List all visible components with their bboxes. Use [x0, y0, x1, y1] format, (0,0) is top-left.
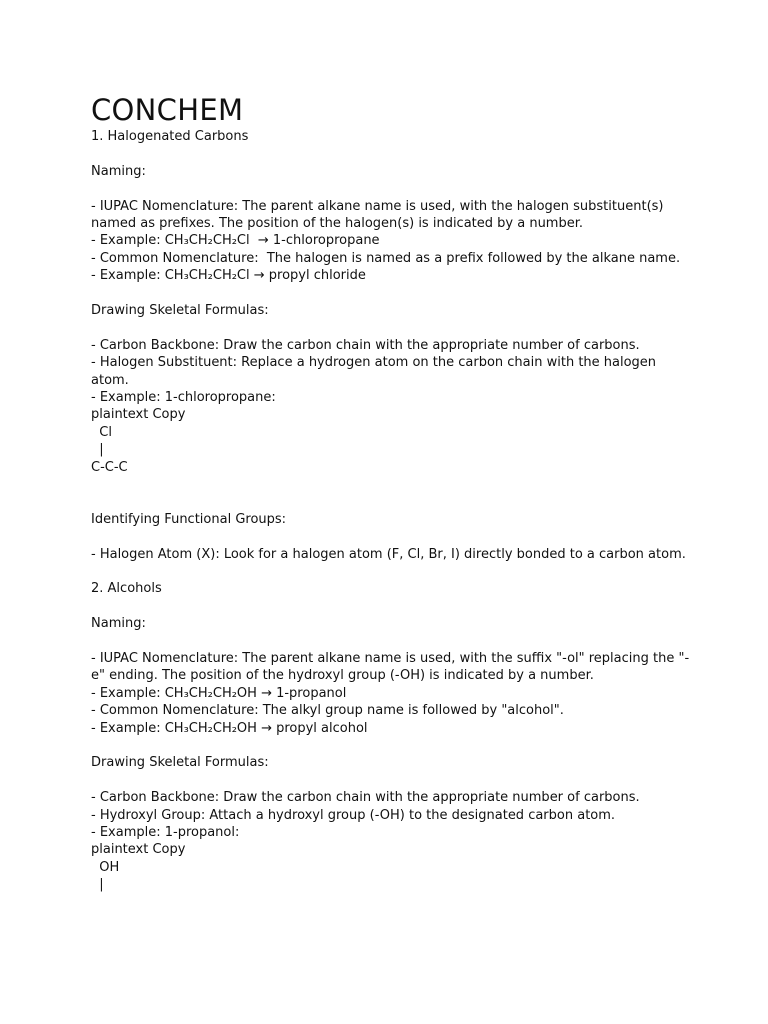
paragraph-line: - Carbon Backbone: Draw the carbon chain with the appropriate number of carbons. [91, 337, 640, 353]
blank-line [91, 563, 691, 580]
paragraph-line: - Example: CH₃CH₂CH₂OH → 1-propanol [91, 685, 347, 701]
subsection-label: Naming: [91, 163, 146, 179]
paragraph-line: - Common Nomenclature: The alkyl group name is followed by "alcohol". [91, 703, 564, 719]
blank-line [91, 737, 691, 754]
code-line: | [91, 442, 104, 458]
blank-line [91, 598, 691, 615]
blank-line [91, 180, 691, 197]
section-heading: 1. Halogenated Carbons [91, 129, 249, 144]
blank-line [91, 772, 691, 789]
blank-line [91, 633, 691, 650]
paragraph-line: - Example: CH₃CH₂CH₂Cl → 1-chloropropane [91, 233, 380, 249]
paragraph-line: - Example: 1-chloropropane: [91, 390, 276, 406]
document-title: CONCHEM [91, 93, 244, 127]
code-label: plaintext Copy [91, 842, 186, 858]
paragraph-line: - Example: 1-propanol: [91, 825, 240, 841]
paragraph-line: - Halogen Atom (X): Look for a halogen atom (F, Cl, Br, I) directly bonded to a carbon atom. [91, 546, 686, 562]
paragraph-line: - IUPAC Nomenclature: The parent alkane name is used, with the suffix "-ol" replacing the "-e" ending. The position of the hydroxyl group (-OH) is indicated by a number. [91, 651, 690, 684]
code-line: | [91, 877, 104, 893]
blank-line [91, 476, 691, 493]
subsection-label: Drawing Skeletal Formulas: [91, 303, 269, 319]
paragraph-line: - IUPAC Nomenclature: The parent alkane name is used, with the halogen substituent(s) named as prefixes. The position of the halogen(s) is indicated by a number. [91, 198, 668, 231]
paragraph-line: - Hydroxyl Group: Attach a hydroxyl group (-OH) to the designated carbon atom. [91, 807, 616, 823]
document-content [91, 92, 691, 894]
paragraph-line: - Common Nomenclature: The halogen is named as a prefix followed by the alkane name. [91, 250, 681, 266]
code-label: plaintext Copy [91, 407, 186, 423]
paragraph-line: - Example: CH₃CH₂CH₂Cl → propyl chloride [91, 268, 366, 284]
section-heading: 2. Alcohols [91, 581, 162, 597]
blank-line [91, 285, 691, 302]
subsection-label: Naming: [91, 616, 146, 632]
code-line: OH [91, 859, 120, 875]
paragraph-line: - Example: CH₃CH₂CH₂OH → propyl alcohol [91, 720, 368, 736]
paragraph-line: - Carbon Backbone: Draw the carbon chain with the appropriate number of carbons. [91, 790, 640, 806]
subsection-label: Identifying Functional Groups: [91, 511, 287, 527]
code-line: C-C-C [91, 459, 128, 475]
blank-line [91, 145, 691, 162]
paragraph-line: - Halogen Substituent: Replace a hydrogen atom on the carbon chain with the halogen atom. [91, 355, 661, 388]
code-line: Cl [91, 424, 112, 440]
subsection-label: Drawing Skeletal Formulas: [91, 755, 269, 771]
blank-line [91, 528, 691, 545]
blank-line [91, 493, 691, 510]
blank-line [91, 319, 691, 336]
